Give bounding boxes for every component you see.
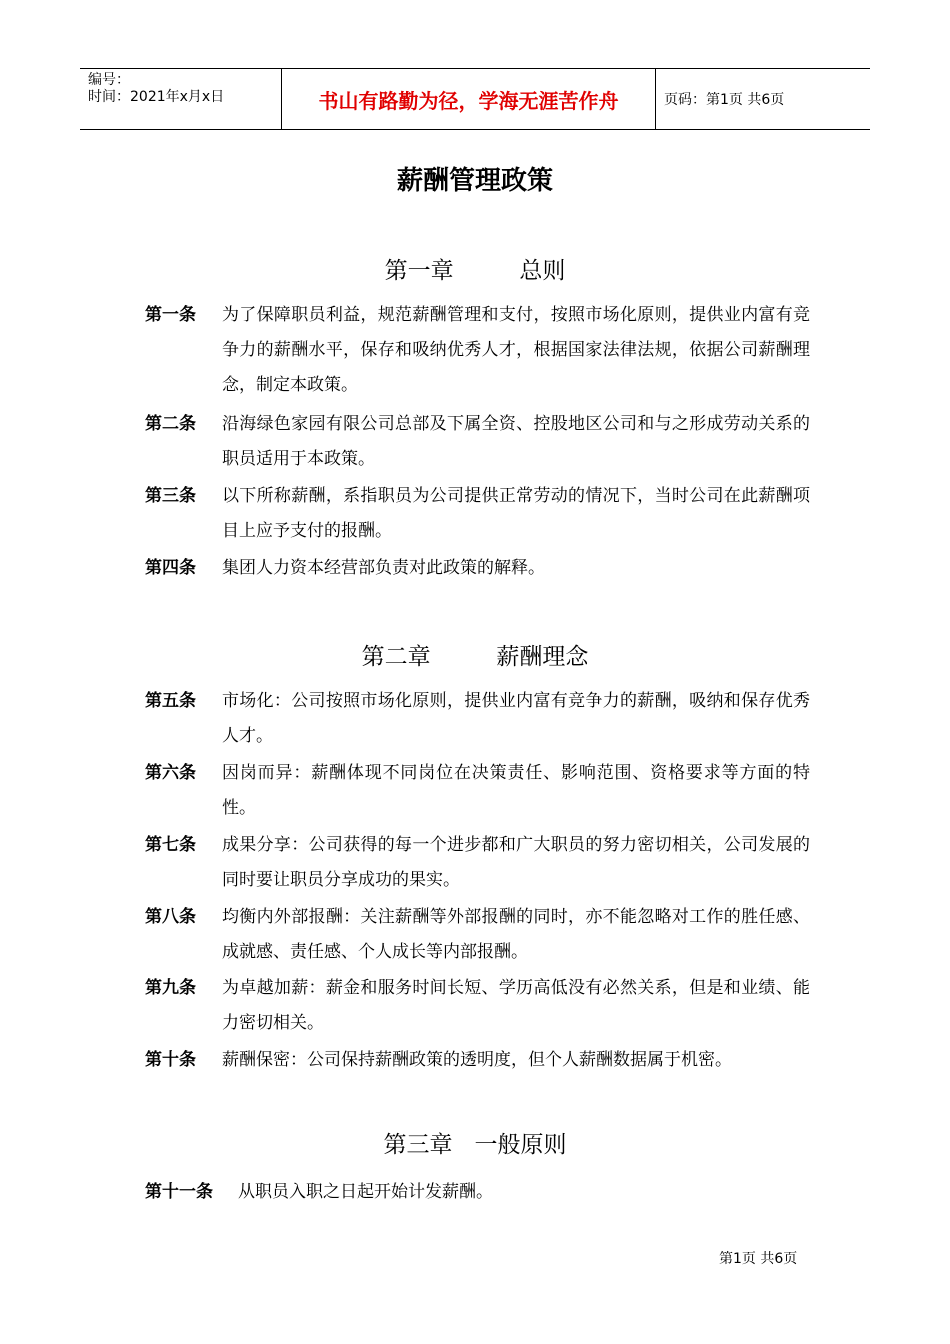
page-header xyxy=(80,68,870,130)
doc-number-label: 编号： xyxy=(88,72,130,88)
article xyxy=(145,551,810,586)
article-label: 第三条 xyxy=(145,486,196,506)
article-label: 第七条 xyxy=(145,835,196,855)
document-title: 薪酬管理政策 xyxy=(396,166,553,196)
article-text: 均衡内外部报酬：关注薪酬等外部报酬的同时，亦不能忽略对工作的胜任感、成就感、责任感、个人成长等内部报酬。 xyxy=(222,907,810,962)
article xyxy=(145,298,810,403)
article-text: 沿海绿色家园有限公司总部及下属全资、控股地区公司和与之形成劳动关系的职员适用于本政策。 xyxy=(222,414,810,469)
article xyxy=(145,900,810,970)
article xyxy=(145,479,810,549)
article-label: 第五条 xyxy=(145,691,196,711)
article-label: 第八条 xyxy=(145,907,196,927)
article-text: 因岗而异：薪酬体现不同岗位在决策责任、影响范围、资格要求等方面的特性。 xyxy=(222,763,810,818)
article-text: 集团人力资本经营部负责对此政策的解释。 xyxy=(222,558,545,578)
header-page-info: 页码：第1页 共6页 xyxy=(664,92,785,108)
article xyxy=(145,407,810,477)
article-text: 以下所称薪酬，系指职员为公司提供正常劳动的情况下，当时公司在此薪酬项目上应予支付的报酬。 xyxy=(222,486,810,541)
article-label: 第二条 xyxy=(145,414,196,434)
doc-time-label: 时间：2021年x月x日 xyxy=(88,89,225,105)
article xyxy=(145,828,810,898)
header-motto: 书山有路勤为径，学海无涯苦作舟 xyxy=(318,88,619,113)
article xyxy=(145,971,810,1041)
article-text: 薪酬保密：公司保持薪酬政策的透明度，但个人薪酬数据属于机密。 xyxy=(222,1050,732,1070)
article-label: 第四条 xyxy=(145,558,196,578)
article xyxy=(145,684,810,754)
page-footer: 第1页 共6页 xyxy=(719,1251,798,1267)
article-text: 市场化：公司按照市场化原则，提供业内富有竞争力的薪酬，吸纳和保存优秀人才。 xyxy=(222,691,810,746)
article-text: 从职员入职之日起开始计发薪酬。 xyxy=(238,1182,493,1202)
article-text: 成果分享：公司获得的每一个进步都和广大职员的努力密切相关，公司发展的同时要让职员分享成功的果实。 xyxy=(222,835,810,890)
article-text: 为了保障职员利益，规范薪酬管理和支付，按照市场化原则，提供业内富有竞争力的薪酬水平，保存和吸纳优秀人才，根据国家法律法规，依据公司薪酬理念，制定本政策。 xyxy=(222,305,810,395)
header-page-cell xyxy=(656,69,870,129)
article xyxy=(145,1043,810,1078)
article xyxy=(145,1175,810,1210)
chapter-heading: 第三章 一般原则 xyxy=(383,1132,567,1158)
header-meta xyxy=(80,69,281,129)
article-label: 第九条 xyxy=(145,978,196,998)
article-label: 第十一条 xyxy=(145,1182,213,1202)
article-text: 为卓越加薪：薪金和服务时间长短、学历高低没有必然关系，但是和业绩、能力密切相关。 xyxy=(222,978,810,1033)
article-label: 第六条 xyxy=(145,763,196,783)
header-motto-cell xyxy=(281,69,656,129)
article-label: 第一条 xyxy=(145,305,196,325)
chapter-heading: 第二章 薪酬理念 xyxy=(361,644,589,670)
article-label: 第十条 xyxy=(145,1050,196,1070)
chapter-heading: 第一章 总则 xyxy=(384,258,566,284)
article xyxy=(145,756,810,826)
